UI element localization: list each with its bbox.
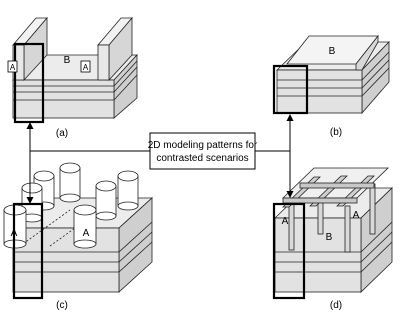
panel-a-block bbox=[13, 18, 137, 118]
panel-d-zone-a-right: A bbox=[352, 210, 360, 221]
caption-line-1: 2D modeling patterns for bbox=[147, 140, 258, 151]
panel-c-zone-a-right: A bbox=[82, 228, 90, 239]
panel-a-zone-b: B bbox=[63, 55, 71, 66]
caption-line-2: contrasted scenarios bbox=[156, 153, 249, 164]
panel-d-label: (d) bbox=[329, 300, 343, 311]
panel-c-label: (c) bbox=[56, 300, 68, 311]
panel-d-zone-a-left: A bbox=[281, 216, 289, 227]
panel-a-label: (a) bbox=[55, 128, 69, 139]
panel-b-zone-b: B bbox=[328, 46, 336, 57]
panel-c-zone-a-left: A bbox=[10, 228, 18, 239]
arrow-up-b-icon bbox=[287, 114, 294, 121]
panel-b-label: (b) bbox=[329, 127, 343, 138]
panel-d-zone-b: B bbox=[325, 232, 333, 243]
panel-a-zone-a-right: A bbox=[82, 63, 89, 72]
panel-a-zone-a-left: A bbox=[9, 63, 16, 72]
